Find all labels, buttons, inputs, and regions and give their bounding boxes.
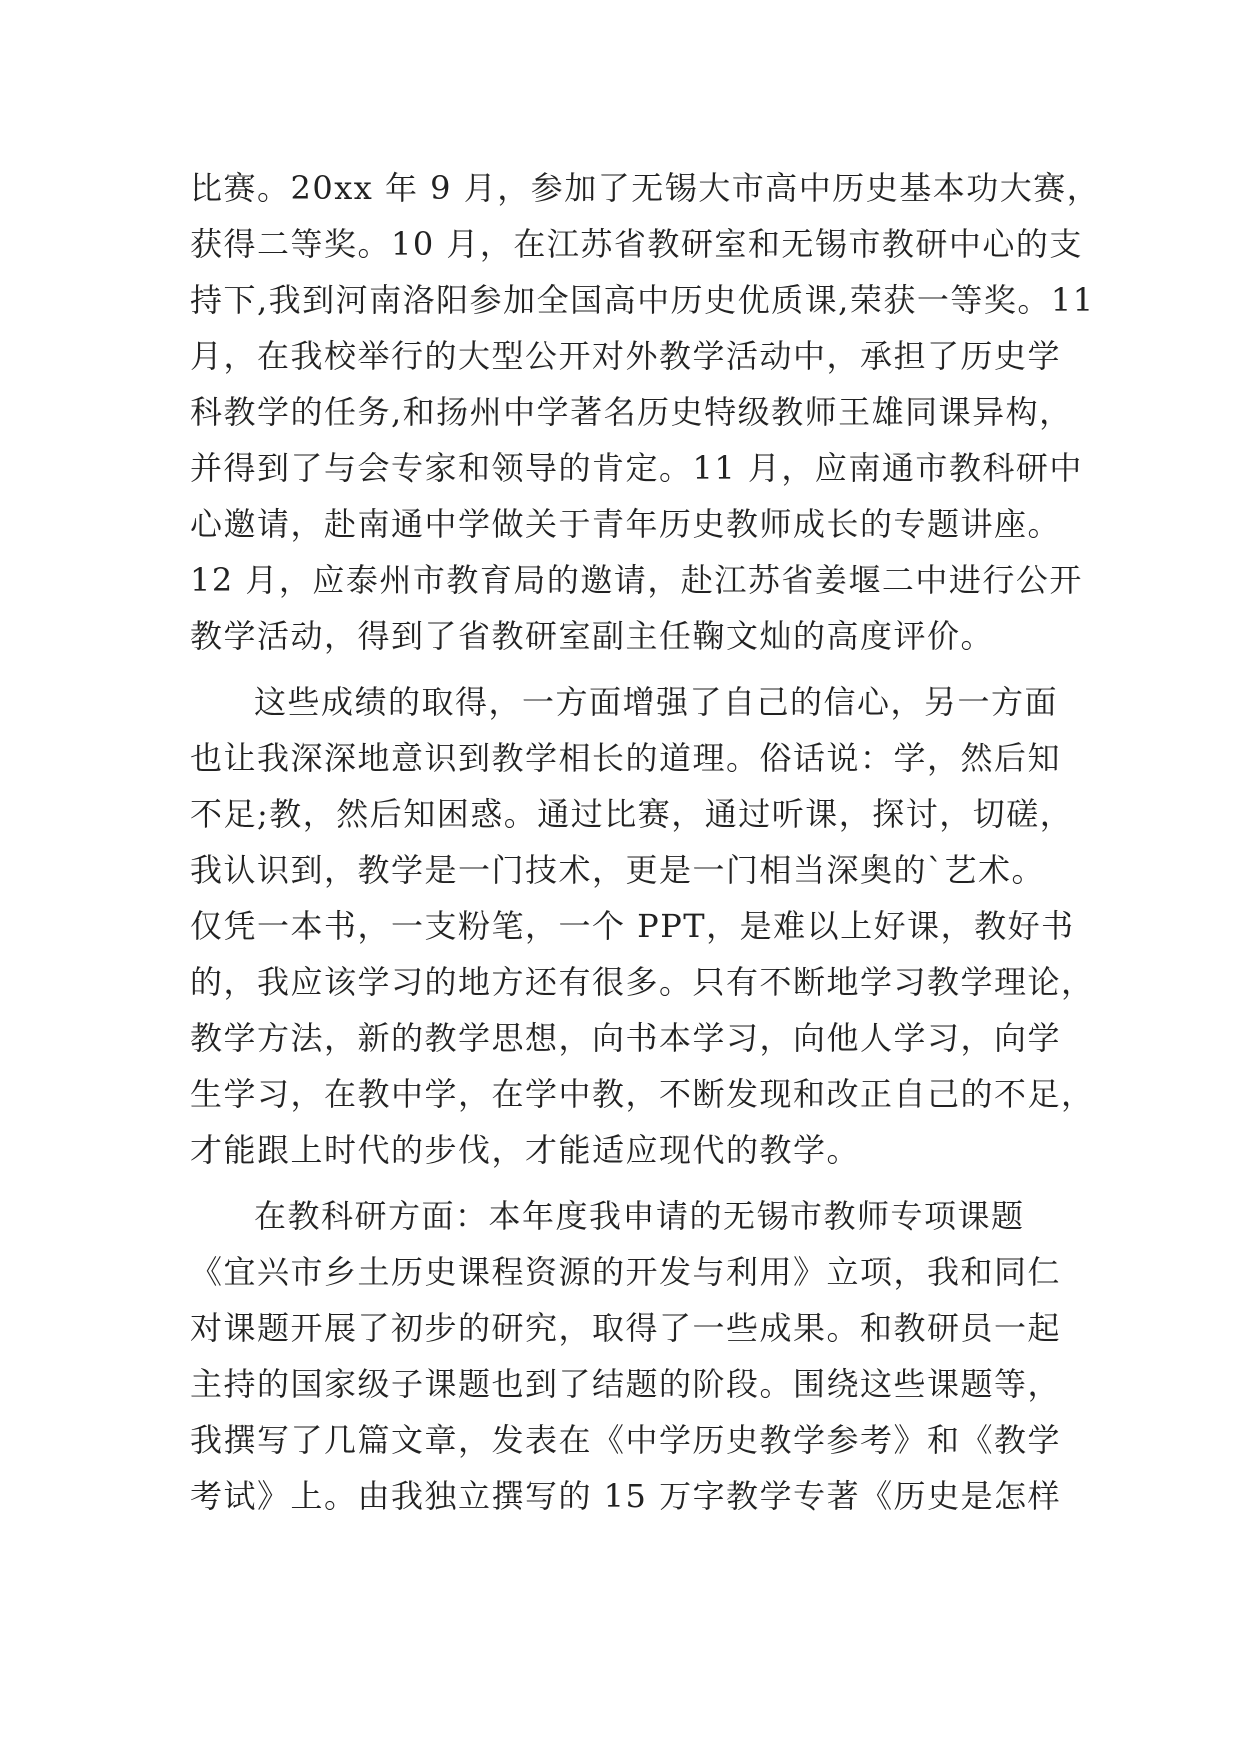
text-line: 获得二等奖。10 月，在江苏省教研室和无锡市教研中心的支 (190, 225, 1083, 263)
text-line: 也让我深深地意识到教学相长的道理。俗话说：学，然后知 (190, 739, 1062, 777)
text-line: 对课题开展了初步的研究，取得了一些成果。和教研员一起 (190, 1309, 1062, 1347)
paragraph-3 (190, 1188, 1070, 1524)
text-line: 主持的国家级子课题也到了结题的阶段。围绕这些课题等， (190, 1365, 1062, 1403)
paragraph-gap (190, 1178, 1070, 1188)
text-line: 不足;教，然后知困惑。通过比赛，通过听课，探讨，切磋， (190, 795, 1074, 833)
document-body (190, 160, 1101, 1524)
text-line: 我认识到，教学是一门技术，更是一门相当深奥的`艺术。 (190, 851, 1046, 889)
text-line: 生学习，在教中学，在学中教，不断发现和改正自己的不足， (190, 1075, 1095, 1113)
text-line: 的，我应该学习的地方还有很多。只有不断地学习教学理论， (190, 963, 1095, 1001)
text-line: 才能跟上时代的步伐，才能适应现代的教学。 (190, 1131, 861, 1169)
text-line: 月，在我校举行的大型公开对外教学活动中，承担了历史学 (190, 337, 1062, 375)
text-line: 比赛。20xx 年 9 月，参加了无锡大市高中历史基本功大赛， (190, 169, 1101, 207)
text-line: 《宜兴市乡土历史课程资源的开发与利用》立项，我和同仁 (190, 1253, 1062, 1291)
text-line: 持下,我到河南洛阳参加全国高中历史优质课,荣获一等奖。11 (190, 281, 1095, 319)
text-line: 在教科研方面：本年度我申请的无锡市教师专项课题 (254, 1197, 1025, 1235)
text-line: 科教学的任务,和扬州中学著名历史特级教师王雄同课异构， (190, 393, 1073, 431)
text-line: 教学方法，新的教学思想，向书本学习，向他人学习，向学 (190, 1019, 1062, 1057)
text-line: 我撰写了几篇文章，发表在《中学历史教学参考》和《教学 (190, 1421, 1062, 1459)
text-line: 12 月，应泰州市教育局的邀请，赴江苏省姜堰二中进行公开 (190, 561, 1083, 599)
text-line: 心邀请，赴南通中学做关于青年历史教师成长的专题讲座。 (190, 505, 1062, 543)
paragraph-gap (190, 664, 1070, 674)
paragraph-1 (190, 160, 1101, 664)
text-line: 教学活动，得到了省教研室副主任鞠文灿的高度评价。 (190, 617, 995, 655)
text-line: 考试》上。由我独立撰写的 15 万字教学专著《历史是怎样 (190, 1477, 1062, 1515)
text-line: 这些成绩的取得，一方面增强了自己的信心，另一方面 (254, 683, 1059, 721)
paragraph-2 (190, 674, 1095, 1178)
text-line: 仅凭一本书，一支粉笔，一个 PPT，是难以上好课，教好书 (190, 907, 1075, 945)
text-line: 并得到了与会专家和领导的肯定。11 月，应南通市教科研中 (190, 449, 1083, 487)
